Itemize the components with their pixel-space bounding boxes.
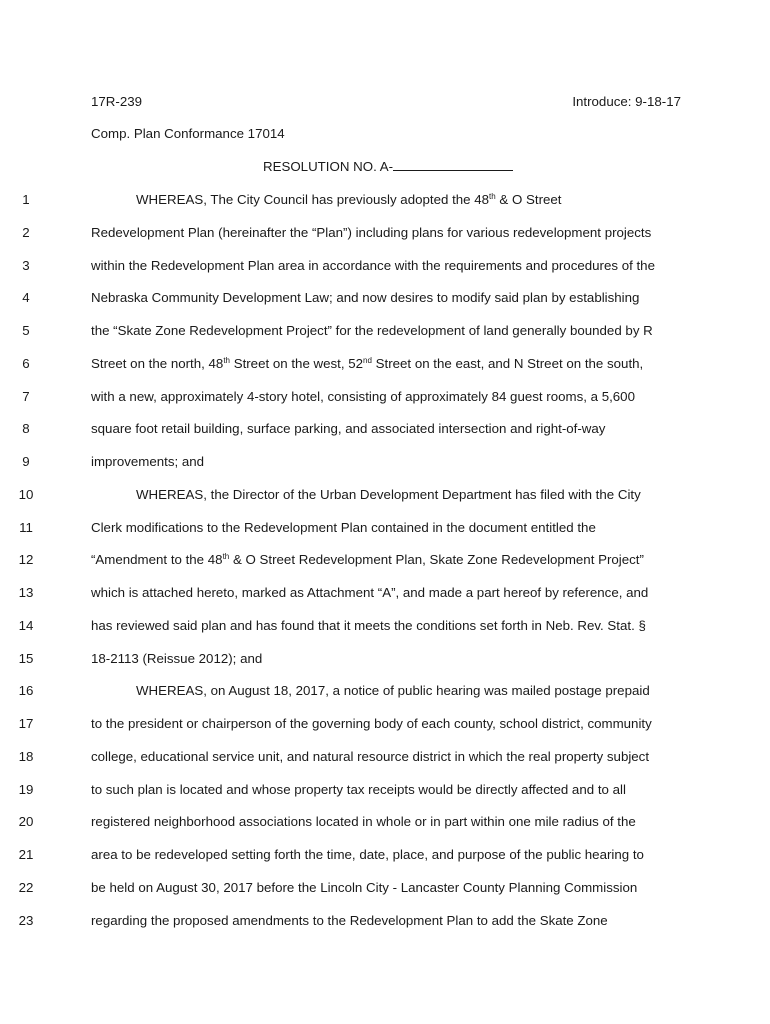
line-segment: has reviewed said plan and has found that it meets the conditions set forth in Neb. Rev. Stat. §	[91, 617, 646, 633]
line-segment: WHEREAS, on August 18, 2017, a notice of public hearing was mailed postage prepaid	[136, 683, 650, 699]
line-text	[91, 454, 204, 469]
line-text	[91, 749, 649, 764]
line-text	[136, 192, 562, 207]
line-number: 17	[18, 716, 34, 731]
line-segment: with a new, approximately 4-story hotel, consisting of approximately 84 guest rooms, a 5,600	[91, 388, 635, 404]
line-segment: Clerk modifications to the Redevelopment Plan contained in the document entitled the	[91, 519, 596, 535]
line-segment: regarding the proposed amendments to the Redevelopment Plan to add the Skate Zone	[91, 912, 608, 928]
line-segment: improvements; and	[91, 454, 205, 469]
line-number: 13	[18, 585, 34, 600]
line-text	[91, 290, 639, 305]
line-segment: to such plan is located and whose property tax receipts would be directly affected and to all	[91, 781, 626, 797]
line-segment: which is attached hereto, marked as Attachment “A”, and made a part hereof by reference, and	[91, 585, 649, 600]
line-text	[136, 487, 641, 502]
line-text	[91, 258, 655, 273]
ordinal-suffix: th	[222, 552, 230, 562]
line-text	[91, 716, 652, 731]
line-text	[91, 880, 637, 895]
line-number: 8	[22, 421, 30, 437]
line-number: 15	[18, 650, 34, 666]
line-number: 2	[22, 224, 30, 240]
line-number: 3	[22, 257, 30, 273]
line-number: 14	[18, 617, 34, 633]
line-segment: & O Street	[495, 192, 562, 207]
line-segment: the “Skate Zone Redevelopment Project” for the redevelopment of land generally bounded by R	[91, 323, 653, 338]
line-text	[91, 913, 608, 928]
line-segment: WHEREAS, the Director of the Urban Development Department has filed with the City	[136, 486, 641, 502]
line-segment: square foot retail building, surface parking, and associated intersection and right-of-way	[91, 421, 606, 437]
line-number: 12	[18, 552, 34, 568]
line-text	[91, 356, 643, 371]
line-segment: to the president or chairperson of the governing body of each county, school district, community	[91, 716, 652, 731]
line-segment: WHEREAS, The City Council has previously adopted the 48	[136, 192, 490, 207]
ordinal-suffix: th	[223, 355, 230, 365]
line-number: 1	[22, 192, 30, 207]
line-segment: college, educational service unit, and natural resource district in which the real property subject	[91, 748, 650, 764]
line-segment: Street on the north, 48	[91, 355, 224, 371]
line-segment: Street on the west, 52	[230, 355, 364, 371]
line-number: 6	[22, 355, 30, 371]
line-segment: area to be redeveloped setting forth the time, date, place, and purpose of the public hearing to	[91, 847, 644, 862]
resolution-title	[263, 159, 513, 174]
line-number: 23	[18, 912, 34, 928]
resolution-number-blank	[393, 159, 513, 171]
resolution-code: 17R-239	[91, 94, 143, 109]
line-text	[91, 782, 626, 797]
line-number: 4	[22, 290, 30, 306]
line-number: 18	[18, 748, 34, 764]
line-number: 9	[22, 454, 30, 469]
line-number: 11	[19, 519, 33, 535]
plan-conformance-label: Comp. Plan Conformance 17014	[91, 126, 285, 141]
line-text	[91, 225, 651, 240]
line-number: 5	[22, 323, 30, 338]
line-segment: be held on August 30, 2017 before the Lincoln City - Lancaster County Planning Commission	[91, 879, 638, 895]
line-number: 16	[18, 683, 34, 699]
line-segment: within the Redevelopment Plan area in accordance with the requirements and procedures of the	[91, 257, 655, 273]
line-number: 22	[18, 879, 34, 895]
line-segment: & O Street Redevelopment Plan, Skate Zone Redevelopment Project”	[229, 552, 644, 568]
line-text	[91, 814, 636, 829]
line-text	[91, 389, 635, 404]
line-segment: Street on the east, and N Street on the south,	[371, 355, 644, 371]
line-number: 10	[18, 486, 34, 502]
ordinal-suffix: nd	[363, 355, 372, 365]
line-text	[136, 683, 650, 698]
line-text	[91, 552, 644, 567]
line-text	[91, 651, 262, 666]
line-text	[91, 585, 648, 600]
ordinal-suffix: th	[489, 192, 496, 202]
introduced-date: Introduce: 9-18-17	[572, 94, 681, 109]
line-segment: 18-2113 (Reissue 2012); and	[91, 650, 263, 666]
line-text	[91, 618, 646, 633]
line-segment: Nebraska Community Development Law; and now desires to modify said plan by establishing	[91, 290, 640, 306]
line-number: 7	[22, 388, 30, 404]
line-number: 20	[18, 814, 34, 830]
line-text	[91, 520, 596, 535]
line-number: 21	[18, 847, 34, 862]
resolution-number-label: RESOLUTION NO. A-	[263, 159, 394, 174]
line-segment: “Amendment to the 48	[91, 552, 223, 568]
line-text	[91, 421, 605, 436]
line-text	[91, 323, 653, 338]
line-text	[91, 847, 644, 862]
line-segment: registered neighborhood associations located in whole or in part within one mile radius of the	[91, 814, 636, 830]
line-segment: Redevelopment Plan (hereinafter the “Plan”) including plans for various redevelopment projects	[91, 224, 652, 240]
line-number: 19	[18, 781, 34, 797]
